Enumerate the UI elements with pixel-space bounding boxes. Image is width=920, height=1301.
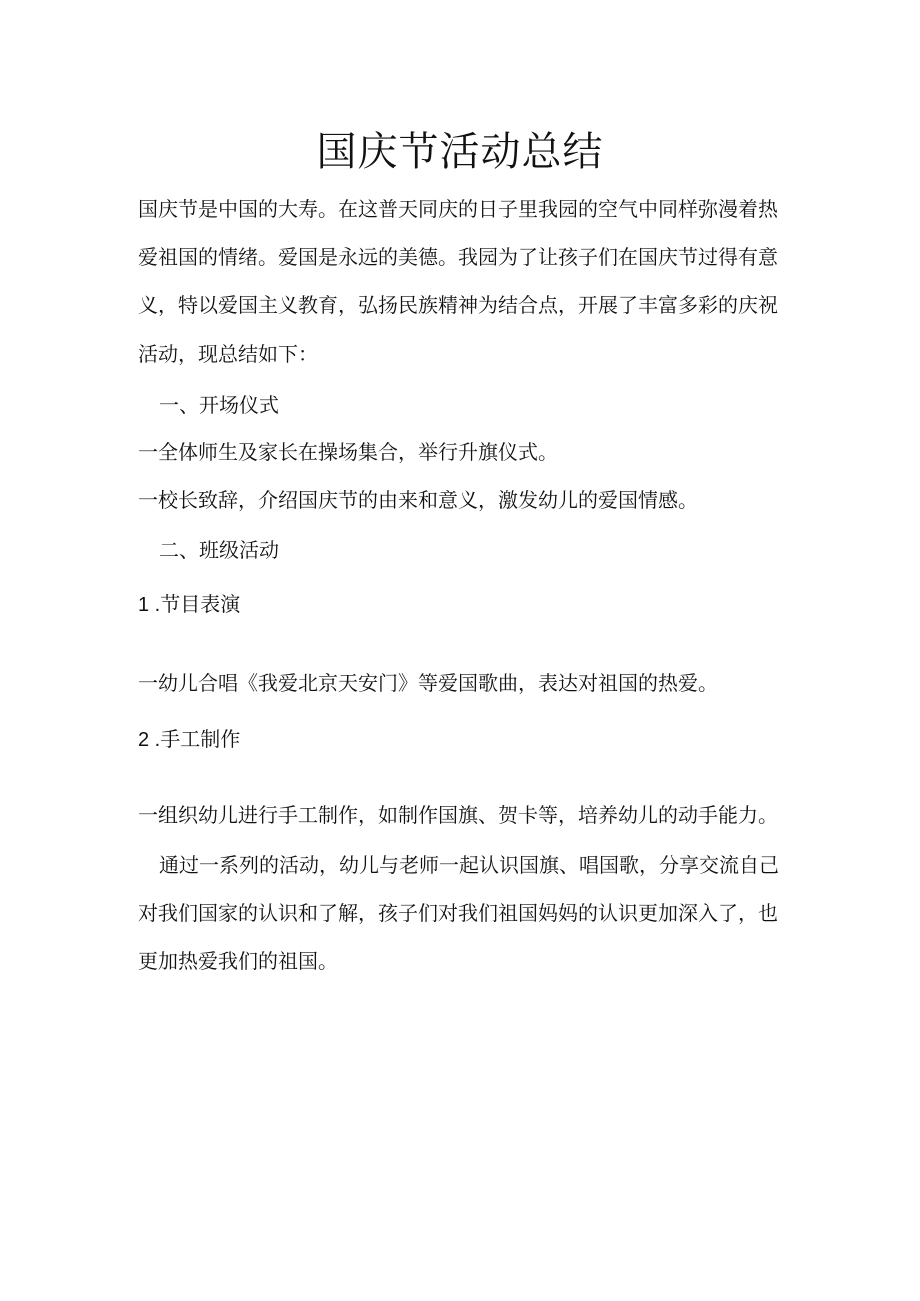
- intro-line-1: 国庆节是中国的大寿。在这普天同庆的日子里我园的空气中同样弥漫着热: [138, 197, 778, 221]
- intro-line-4: 活动，现总结如下：: [138, 342, 318, 366]
- section2-sub2-label: 2 .手工制作: [138, 729, 241, 751]
- conclusion-line-3: 更加热爱我们的祖国。: [138, 949, 338, 973]
- section2-sub1-label: 1 .节目表演: [138, 594, 241, 616]
- document-title: 国庆节活动总结: [316, 129, 604, 175]
- section2-sub2-item: 一组织幼儿进行手工制作，如制作国旗、贺卡等，培养幼儿的动手能力。: [138, 803, 778, 827]
- conclusion-line-2: 对我们国家的认识和了解，孩子们对我们祖国妈妈的认识更加深入了，也: [138, 901, 778, 925]
- intro-line-3: 义，特以爱国主义教育，弘扬民族精神为结合点，开展了丰富多彩的庆祝: [138, 293, 778, 317]
- section2-heading: 二、班级活动: [159, 538, 279, 562]
- section1-heading: 一、开场仪式: [159, 393, 279, 417]
- intro-line-2: 爱祖国的情绪。爱国是永远的美德。我园为了让孩子们在国庆节过得有意: [138, 245, 778, 269]
- section1-item-1: 一全体师生及家长在操场集合，举行升旗仪式。: [138, 440, 558, 464]
- section2-sub1-item: 一幼儿合唱《我爱北京天安门》等爱国歌曲，表达对祖国的热爱。: [138, 671, 718, 695]
- section1-item-2: 一校长致辞，介绍国庆节的由来和意义，激发幼儿的爱国情感。: [138, 488, 698, 512]
- conclusion-line-1: 通过一系列的活动，幼儿与老师一起认识国旗、唱国歌，分享交流自己: [159, 853, 779, 877]
